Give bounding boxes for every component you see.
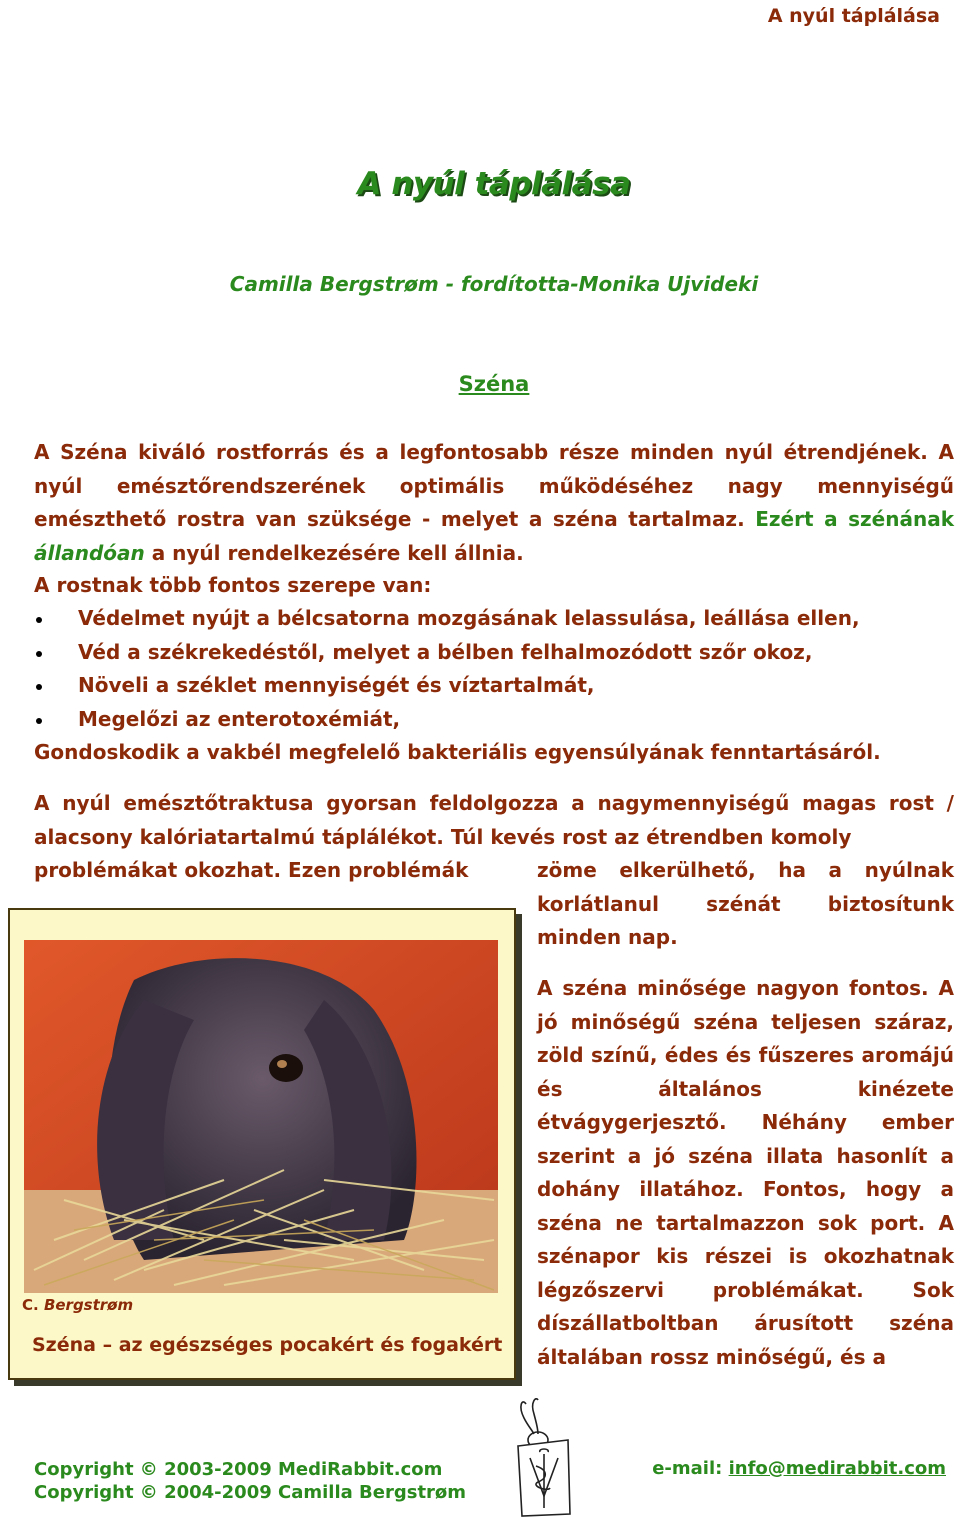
- intro-emphasis: állandóan: [34, 540, 145, 565]
- intro-text-1: A Széna kiváló rostforrás és a legfontosabb része minden nyúl étrendjének. A nyúl emésztőrendszerének optimális működéséhez nagy mennyiségű emészthető rostra van szüksége - melyet a széna tartalmaz.: [34, 440, 954, 531]
- running-header: A nyúl táplálása: [767, 5, 940, 27]
- list-item: [34, 669, 954, 703]
- photo-credit-prefix: C.: [22, 1296, 44, 1314]
- photo-credit: [22, 1296, 133, 1314]
- bullet-icon: [36, 718, 42, 724]
- footer-email: [652, 1458, 946, 1479]
- copyright-line-1: Copyright © 2003-2009 MediRabbit.com: [34, 1459, 443, 1480]
- bullet-icon: [36, 651, 42, 657]
- photo-caption: Széna – az egészséges pocakért és fogakért: [32, 1334, 503, 1356]
- copyright-line-2: Copyright © 2004-2009 Camilla Bergstrøm: [34, 1482, 467, 1503]
- list-item: [34, 703, 954, 737]
- section-heading: Széna: [458, 372, 530, 396]
- rabbit-photo: [24, 940, 498, 1293]
- digestive-paragraph-right: zöme elkerülhető, ha a nyúlnak korlátlanul szénát biztosítunk minden nap.: [537, 858, 954, 949]
- bullet-icon: [36, 617, 42, 623]
- byline: Camilla Bergstrøm - fordította-Monika Ujvideki: [229, 272, 759, 296]
- list-item-text: Megelőzi az enterotoxémiát,: [78, 706, 401, 731]
- bullet-icon: [36, 684, 42, 690]
- list-item: [34, 636, 954, 670]
- footer-copyright: [34, 1458, 466, 1504]
- email-link[interactable]: info@medirabbit.com: [728, 1458, 946, 1479]
- list-item-text: Védelmet nyújt a bélcsatorna mozgásának lelassulása, leállása ellen,: [78, 606, 860, 630]
- digestive-paragraph: A nyúl emésztőtraktusa gyorsan feldolgozza a nagymennyiségű magas rost / alacsony kalóriatartalmú táplálékot. Túl kevés rost az étrendben komoly: [34, 791, 954, 849]
- fiber-bullet-list: [34, 602, 954, 736]
- intro-text-3: a nyúl rendelkezésére kell állnia.: [144, 540, 524, 565]
- list-item: [34, 602, 954, 636]
- photo-figure: [8, 908, 516, 1380]
- email-label: e-mail:: [652, 1458, 729, 1479]
- list-item-text: Növeli a széklet mennyiségét és víztartalmát,: [78, 673, 595, 697]
- page-title: A nyúl táplálása: [357, 166, 631, 202]
- closing-line: Gondoskodik a vakbél megfelelő bakteriális egyensúlyának fenntartásáról.: [34, 740, 881, 764]
- list-item-text: Véd a székrekedéstől, melyet a bélben felhalmozódott szőr okoz,: [78, 639, 813, 664]
- hay-quality-paragraph: A széna minősége nagyon fontos. A jó minőségű széna teljesen száraz, zöld színű, édes és fűszeres aromájú és általános kinézete étvágygerjesztő. Néhány ember szerint a jó széna illata hasonlít a dohány illatához. Fontos, hogy a széna ne tartalmazzon sok port. A szénapor kis részei is okozhatnak légzőszervi problémákat. Sok díszállatboltban árusított széna általában rossz minőségű, és a: [537, 976, 954, 1369]
- rabbit-caduceus-logo-icon: [508, 1396, 580, 1518]
- intro-text-2: Ezért a szénának: [755, 507, 954, 531]
- digestive-paragraph-tail: problémákat okozhat. Ezen problémák: [34, 858, 469, 882]
- fiber-lead: A rostnak több fontos szerepe van:: [34, 573, 432, 597]
- photo-credit-name: Bergstrøm: [43, 1296, 134, 1314]
- intro-paragraph: [34, 436, 954, 570]
